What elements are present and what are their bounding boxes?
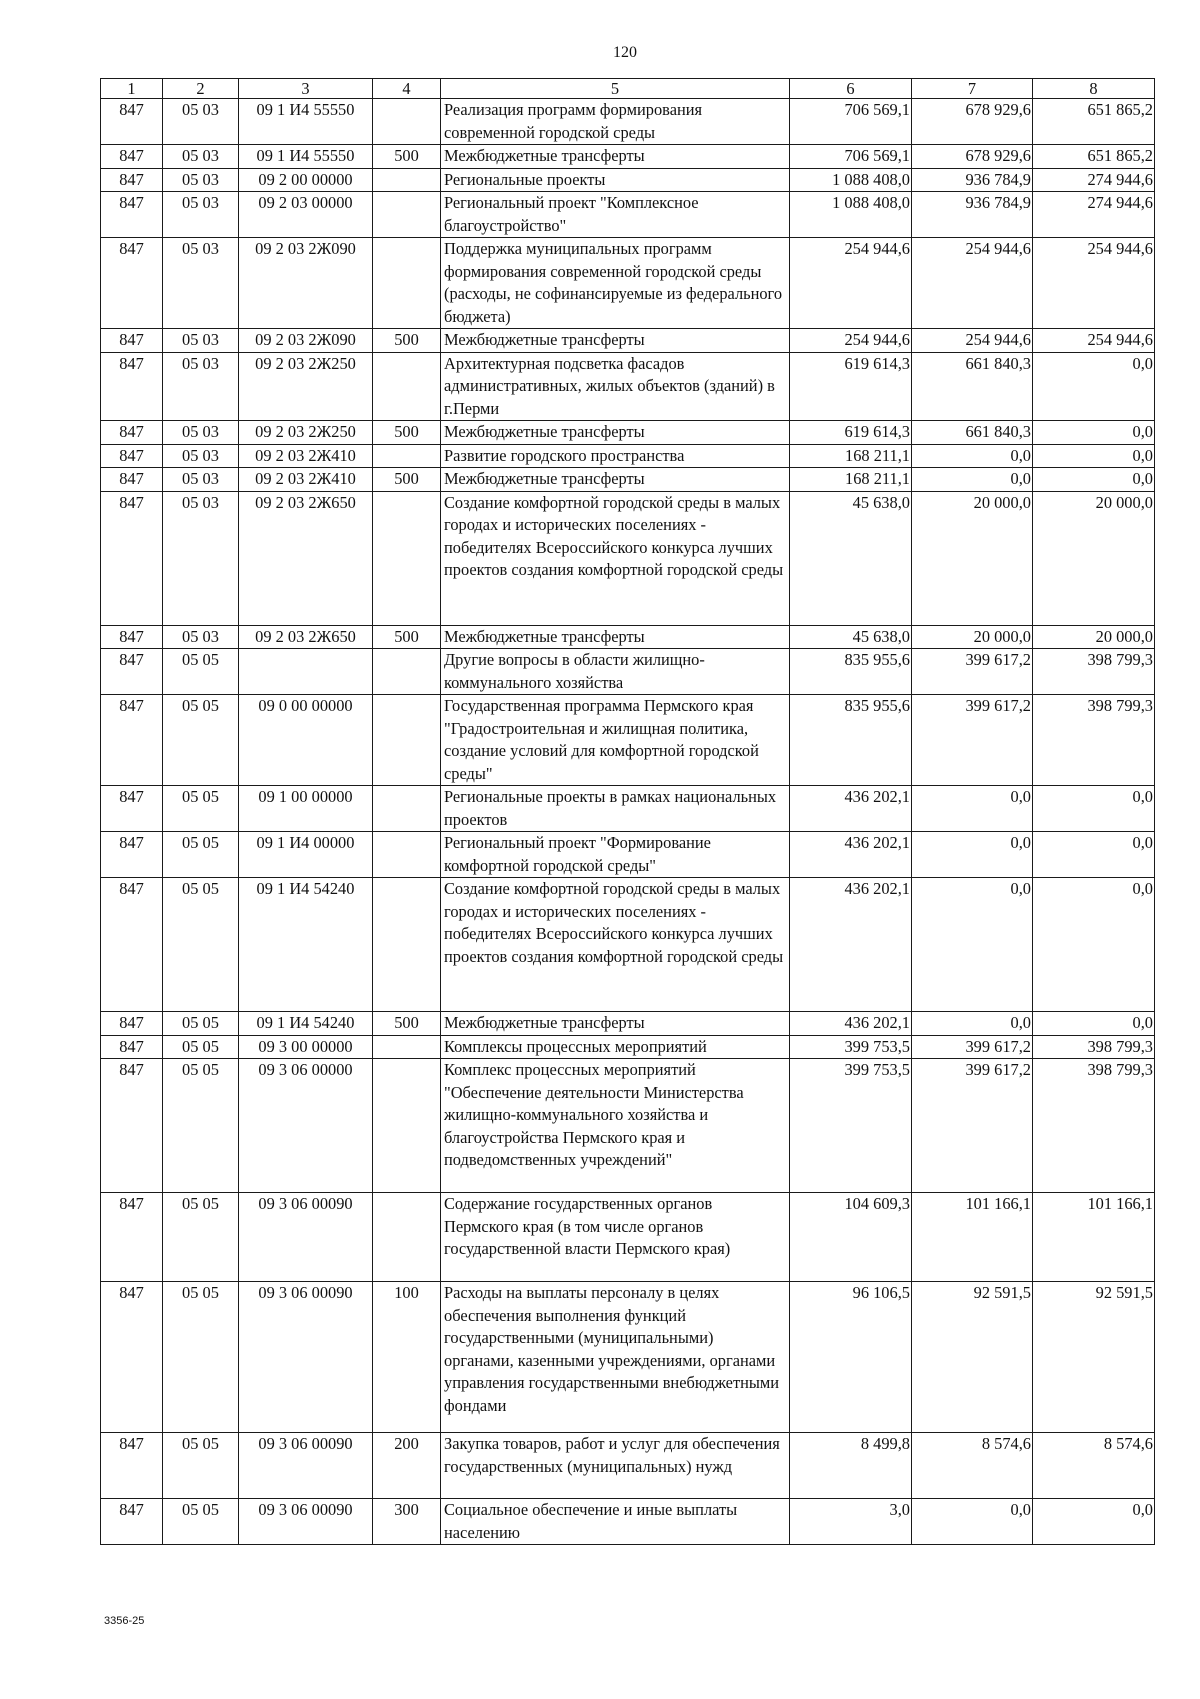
admin-code-cell: 847: [101, 625, 163, 649]
section-code-cell: 05 05: [163, 649, 239, 695]
amount-year-1-cell: 436 202,1: [790, 832, 912, 878]
table-row: [101, 468, 1155, 492]
amount-year-3-cell: 398 799,3: [1033, 1035, 1155, 1059]
table-row: [101, 1282, 1155, 1433]
section-code-cell: 05 05: [163, 786, 239, 832]
section-code-cell: 05 03: [163, 352, 239, 421]
target-article-code-cell: 09 1 00 00000: [239, 786, 373, 832]
amount-year-2-cell: 20 000,0: [912, 625, 1033, 649]
header-cell: 1: [101, 79, 163, 99]
amount-year-1-cell: 436 202,1: [790, 878, 912, 1012]
expense-type-code-cell: [373, 786, 441, 832]
table-row: [101, 878, 1155, 1012]
amount-year-2-cell: 0,0: [912, 786, 1033, 832]
header-cell: 5: [441, 79, 790, 99]
admin-code-cell: 847: [101, 832, 163, 878]
amount-year-1-cell: 96 106,5: [790, 1282, 912, 1433]
amount-year-2-cell: 254 944,6: [912, 329, 1033, 353]
section-code-cell: 05 03: [163, 168, 239, 192]
amount-year-1-cell: 619 614,3: [790, 352, 912, 421]
table-row: [101, 99, 1155, 145]
target-article-code-cell: 09 2 00 00000: [239, 168, 373, 192]
amount-year-1-cell: 104 609,3: [790, 1193, 912, 1282]
section-code-cell: 05 03: [163, 145, 239, 169]
amount-year-2-cell: 0,0: [912, 878, 1033, 1012]
amount-year-2-cell: 661 840,3: [912, 421, 1033, 445]
amount-year-3-cell: 0,0: [1033, 1499, 1155, 1545]
amount-year-1-cell: 168 211,1: [790, 468, 912, 492]
expense-type-code-cell: [373, 238, 441, 329]
target-article-code-cell: 09 1 И4 55550: [239, 99, 373, 145]
admin-code-cell: 847: [101, 145, 163, 169]
expense-type-code-cell: 500: [373, 329, 441, 353]
amount-year-2-cell: 0,0: [912, 1012, 1033, 1036]
item-name-cell: Межбюджетные трансферты: [441, 625, 790, 649]
target-article-code-cell: 09 3 00 00000: [239, 1035, 373, 1059]
admin-code-cell: 847: [101, 1499, 163, 1545]
admin-code-cell: 847: [101, 421, 163, 445]
expense-type-code-cell: [373, 1193, 441, 1282]
target-article-code-cell: 09 2 03 00000: [239, 192, 373, 238]
target-article-code-cell: 09 2 03 2Ж090: [239, 238, 373, 329]
admin-code-cell: 847: [101, 1433, 163, 1499]
table-row: [101, 1193, 1155, 1282]
amount-year-3-cell: 0,0: [1033, 444, 1155, 468]
admin-code-cell: 847: [101, 1282, 163, 1433]
amount-year-3-cell: 254 944,6: [1033, 238, 1155, 329]
section-code-cell: 05 05: [163, 1433, 239, 1499]
budget-table: [100, 78, 1155, 1545]
item-name-cell: Региональный проект "Комплексное благоустройство": [441, 192, 790, 238]
amount-year-1-cell: 45 638,0: [790, 625, 912, 649]
amount-year-2-cell: 254 944,6: [912, 238, 1033, 329]
table-row: [101, 1012, 1155, 1036]
target-article-code-cell: 09 3 06 00090: [239, 1433, 373, 1499]
target-article-code-cell: [239, 649, 373, 695]
amount-year-3-cell: 651 865,2: [1033, 99, 1155, 145]
section-code-cell: 05 03: [163, 625, 239, 649]
amount-year-3-cell: 0,0: [1033, 832, 1155, 878]
admin-code-cell: 847: [101, 1012, 163, 1036]
amount-year-2-cell: 936 784,9: [912, 168, 1033, 192]
expense-type-code-cell: [373, 192, 441, 238]
expense-type-code-cell: [373, 99, 441, 145]
amount-year-2-cell: 399 617,2: [912, 649, 1033, 695]
section-code-cell: 05 05: [163, 832, 239, 878]
expense-type-code-cell: [373, 352, 441, 421]
amount-year-2-cell: 399 617,2: [912, 695, 1033, 786]
amount-year-1-cell: 45 638,0: [790, 491, 912, 625]
target-article-code-cell: 09 1 И4 54240: [239, 1012, 373, 1036]
table-row: [101, 192, 1155, 238]
expense-type-code-cell: [373, 1059, 441, 1193]
amount-year-3-cell: 254 944,6: [1033, 329, 1155, 353]
amount-year-1-cell: 3,0: [790, 1499, 912, 1545]
target-article-code-cell: 09 2 03 2Ж090: [239, 329, 373, 353]
table-row: [101, 238, 1155, 329]
table-row: [101, 168, 1155, 192]
admin-code-cell: 847: [101, 695, 163, 786]
expense-type-code-cell: [373, 1035, 441, 1059]
expense-type-code-cell: 500: [373, 468, 441, 492]
amount-year-1-cell: 436 202,1: [790, 1012, 912, 1036]
amount-year-3-cell: 101 166,1: [1033, 1193, 1155, 1282]
amount-year-2-cell: 399 617,2: [912, 1035, 1033, 1059]
amount-year-3-cell: 651 865,2: [1033, 145, 1155, 169]
amount-year-2-cell: 0,0: [912, 832, 1033, 878]
section-code-cell: 05 05: [163, 878, 239, 1012]
target-article-code-cell: 09 1 И4 00000: [239, 832, 373, 878]
amount-year-1-cell: 1 088 408,0: [790, 192, 912, 238]
header-cell: 8: [1033, 79, 1155, 99]
section-code-cell: 05 03: [163, 421, 239, 445]
section-code-cell: 05 03: [163, 238, 239, 329]
admin-code-cell: 847: [101, 649, 163, 695]
amount-year-2-cell: 92 591,5: [912, 1282, 1033, 1433]
amount-year-1-cell: 399 753,5: [790, 1035, 912, 1059]
amount-year-3-cell: 274 944,6: [1033, 192, 1155, 238]
amount-year-3-cell: 0,0: [1033, 878, 1155, 1012]
section-code-cell: 05 03: [163, 329, 239, 353]
table-row: [101, 444, 1155, 468]
amount-year-1-cell: 399 753,5: [790, 1059, 912, 1193]
header-cell: 4: [373, 79, 441, 99]
amount-year-2-cell: 936 784,9: [912, 192, 1033, 238]
target-article-code-cell: 09 1 И4 54240: [239, 878, 373, 1012]
item-name-cell: Реализация программ формирования современной городской среды: [441, 99, 790, 145]
header-cell: 7: [912, 79, 1033, 99]
target-article-code-cell: 09 3 06 00000: [239, 1059, 373, 1193]
amount-year-1-cell: 8 499,8: [790, 1433, 912, 1499]
amount-year-2-cell: 678 929,6: [912, 145, 1033, 169]
table-body: [101, 79, 1155, 1545]
amount-year-1-cell: 168 211,1: [790, 444, 912, 468]
item-name-cell: Развитие городского пространства: [441, 444, 790, 468]
admin-code-cell: 847: [101, 238, 163, 329]
amount-year-3-cell: 398 799,3: [1033, 695, 1155, 786]
item-name-cell: Комплексы процессных мероприятий: [441, 1035, 790, 1059]
table-row: [101, 145, 1155, 169]
amount-year-2-cell: 8 574,6: [912, 1433, 1033, 1499]
amount-year-3-cell: 20 000,0: [1033, 625, 1155, 649]
item-name-cell: Региональный проект "Формирование комфортной городской среды": [441, 832, 790, 878]
header-cell: 2: [163, 79, 239, 99]
amount-year-3-cell: 0,0: [1033, 352, 1155, 421]
page-number: 120: [613, 44, 637, 61]
table-row: [101, 1433, 1155, 1499]
header-cell: 3: [239, 79, 373, 99]
amount-year-3-cell: 274 944,6: [1033, 168, 1155, 192]
expense-type-code-cell: 500: [373, 145, 441, 169]
table-row: [101, 421, 1155, 445]
amount-year-3-cell: 0,0: [1033, 786, 1155, 832]
section-code-cell: 05 05: [163, 1012, 239, 1036]
table-row: [101, 832, 1155, 878]
amount-year-2-cell: 0,0: [912, 1499, 1033, 1545]
table-row: [101, 352, 1155, 421]
target-article-code-cell: 09 2 03 2Ж250: [239, 421, 373, 445]
amount-year-3-cell: 20 000,0: [1033, 491, 1155, 625]
admin-code-cell: 847: [101, 1035, 163, 1059]
item-name-cell: Межбюджетные трансферты: [441, 421, 790, 445]
table-row: [101, 649, 1155, 695]
table-row: [101, 1035, 1155, 1059]
document-code: 3356-25: [104, 1615, 145, 1627]
section-code-cell: 05 05: [163, 695, 239, 786]
admin-code-cell: 847: [101, 168, 163, 192]
admin-code-cell: 847: [101, 444, 163, 468]
expense-type-code-cell: 200: [373, 1433, 441, 1499]
target-article-code-cell: 09 2 03 2Ж650: [239, 625, 373, 649]
amount-year-2-cell: 399 617,2: [912, 1059, 1033, 1193]
item-name-cell: Государственная программа Пермского края "Градостроительная и жилищная политика, создание условий для комфортной городской среды": [441, 695, 790, 786]
table-row: [101, 625, 1155, 649]
item-name-cell: Социальное обеспечение и иные выплаты населению: [441, 1499, 790, 1545]
item-name-cell: Межбюджетные трансферты: [441, 329, 790, 353]
section-code-cell: 05 05: [163, 1059, 239, 1193]
target-article-code-cell: 09 3 06 00090: [239, 1193, 373, 1282]
amount-year-3-cell: 0,0: [1033, 468, 1155, 492]
admin-code-cell: 847: [101, 192, 163, 238]
target-article-code-cell: 09 1 И4 55550: [239, 145, 373, 169]
section-code-cell: 05 03: [163, 468, 239, 492]
header-cell: 6: [790, 79, 912, 99]
table-row: [101, 695, 1155, 786]
amount-year-3-cell: 398 799,3: [1033, 1059, 1155, 1193]
amount-year-1-cell: 835 955,6: [790, 695, 912, 786]
expense-type-code-cell: [373, 444, 441, 468]
admin-code-cell: 847: [101, 99, 163, 145]
expense-type-code-cell: 300: [373, 1499, 441, 1545]
section-code-cell: 05 05: [163, 1193, 239, 1282]
table-row: [101, 329, 1155, 353]
expense-type-code-cell: [373, 491, 441, 625]
admin-code-cell: 847: [101, 1193, 163, 1282]
item-name-cell: Поддержка муниципальных программ формирования современной городской среды (расходы, не софинансируемые из федерального бюджета): [441, 238, 790, 329]
amount-year-2-cell: 0,0: [912, 444, 1033, 468]
amount-year-1-cell: 706 569,1: [790, 99, 912, 145]
item-name-cell: Межбюджетные трансферты: [441, 468, 790, 492]
admin-code-cell: 847: [101, 468, 163, 492]
item-name-cell: Межбюджетные трансферты: [441, 145, 790, 169]
amount-year-3-cell: 92 591,5: [1033, 1282, 1155, 1433]
section-code-cell: 05 03: [163, 491, 239, 625]
section-code-cell: 05 03: [163, 99, 239, 145]
item-name-cell: Другие вопросы в области жилищно-коммунального хозяйства: [441, 649, 790, 695]
item-name-cell: Закупка товаров, работ и услуг для обеспечения государственных (муниципальных) нужд: [441, 1433, 790, 1499]
expense-type-code-cell: [373, 168, 441, 192]
expense-type-code-cell: 100: [373, 1282, 441, 1433]
expense-type-code-cell: [373, 695, 441, 786]
item-name-cell: Межбюджетные трансферты: [441, 1012, 790, 1036]
amount-year-1-cell: 835 955,6: [790, 649, 912, 695]
admin-code-cell: 847: [101, 329, 163, 353]
admin-code-cell: 847: [101, 491, 163, 625]
item-name-cell: Расходы на выплаты персоналу в целях обеспечения выполнения функций государственными (муниципальными) органами, казенными учреждениями, органами управления государственными внебюджетными фондами: [441, 1282, 790, 1433]
amount-year-2-cell: 0,0: [912, 468, 1033, 492]
amount-year-2-cell: 661 840,3: [912, 352, 1033, 421]
item-name-cell: Региональные проекты в рамках национальных проектов: [441, 786, 790, 832]
target-article-code-cell: 09 2 03 2Ж250: [239, 352, 373, 421]
expense-type-code-cell: [373, 878, 441, 1012]
item-name-cell: Архитектурная подсветка фасадов административных, жилых объектов (зданий) в г.Перми: [441, 352, 790, 421]
amount-year-1-cell: 254 944,6: [790, 238, 912, 329]
amount-year-2-cell: 678 929,6: [912, 99, 1033, 145]
target-article-code-cell: 09 2 03 2Ж650: [239, 491, 373, 625]
amount-year-3-cell: 8 574,6: [1033, 1433, 1155, 1499]
table-row: [101, 1059, 1155, 1193]
amount-year-2-cell: 20 000,0: [912, 491, 1033, 625]
target-article-code-cell: 09 2 03 2Ж410: [239, 444, 373, 468]
expense-type-code-cell: 500: [373, 625, 441, 649]
expense-type-code-cell: 500: [373, 1012, 441, 1036]
item-name-cell: Содержание государственных органов Пермского края (в том числе органов государственной власти Пермского края): [441, 1193, 790, 1282]
amount-year-3-cell: 398 799,3: [1033, 649, 1155, 695]
target-article-code-cell: 09 0 00 00000: [239, 695, 373, 786]
item-name-cell: Региональные проекты: [441, 168, 790, 192]
expense-type-code-cell: [373, 649, 441, 695]
target-article-code-cell: 09 3 06 00090: [239, 1282, 373, 1433]
admin-code-cell: 847: [101, 1059, 163, 1193]
amount-year-3-cell: 0,0: [1033, 421, 1155, 445]
amount-year-1-cell: 254 944,6: [790, 329, 912, 353]
amount-year-2-cell: 101 166,1: [912, 1193, 1033, 1282]
section-code-cell: 05 03: [163, 444, 239, 468]
section-code-cell: 05 05: [163, 1035, 239, 1059]
amount-year-1-cell: 1 088 408,0: [790, 168, 912, 192]
expense-type-code-cell: [373, 832, 441, 878]
expense-type-code-cell: 500: [373, 421, 441, 445]
item-name-cell: Комплекс процессных мероприятий "Обеспечение деятельности Министерства жилищно-коммунального хозяйства и благоустройства Пермского края и подведомственных учреждений": [441, 1059, 790, 1193]
amount-year-1-cell: 706 569,1: [790, 145, 912, 169]
table-row: [101, 1499, 1155, 1545]
item-name-cell: Создание комфортной городской среды в малых городах и исторических поселениях - победителях Всероссийского конкурса лучших проектов создания комфортной городской среды: [441, 491, 790, 625]
amount-year-1-cell: 619 614,3: [790, 421, 912, 445]
target-article-code-cell: 09 2 03 2Ж410: [239, 468, 373, 492]
admin-code-cell: 847: [101, 878, 163, 1012]
amount-year-1-cell: 436 202,1: [790, 786, 912, 832]
admin-code-cell: 847: [101, 352, 163, 421]
item-name-cell: Создание комфортной городской среды в малых городах и исторических поселениях - победителях Всероссийского конкурса лучших проектов создания комфортной городской среды: [441, 878, 790, 1012]
table-row: [101, 491, 1155, 625]
amount-year-3-cell: 0,0: [1033, 1012, 1155, 1036]
section-code-cell: 05 03: [163, 192, 239, 238]
target-article-code-cell: 09 3 06 00090: [239, 1499, 373, 1545]
section-code-cell: 05 05: [163, 1282, 239, 1433]
section-code-cell: 05 05: [163, 1499, 239, 1545]
table-header-row: [101, 79, 1155, 99]
admin-code-cell: 847: [101, 786, 163, 832]
table-row: [101, 786, 1155, 832]
